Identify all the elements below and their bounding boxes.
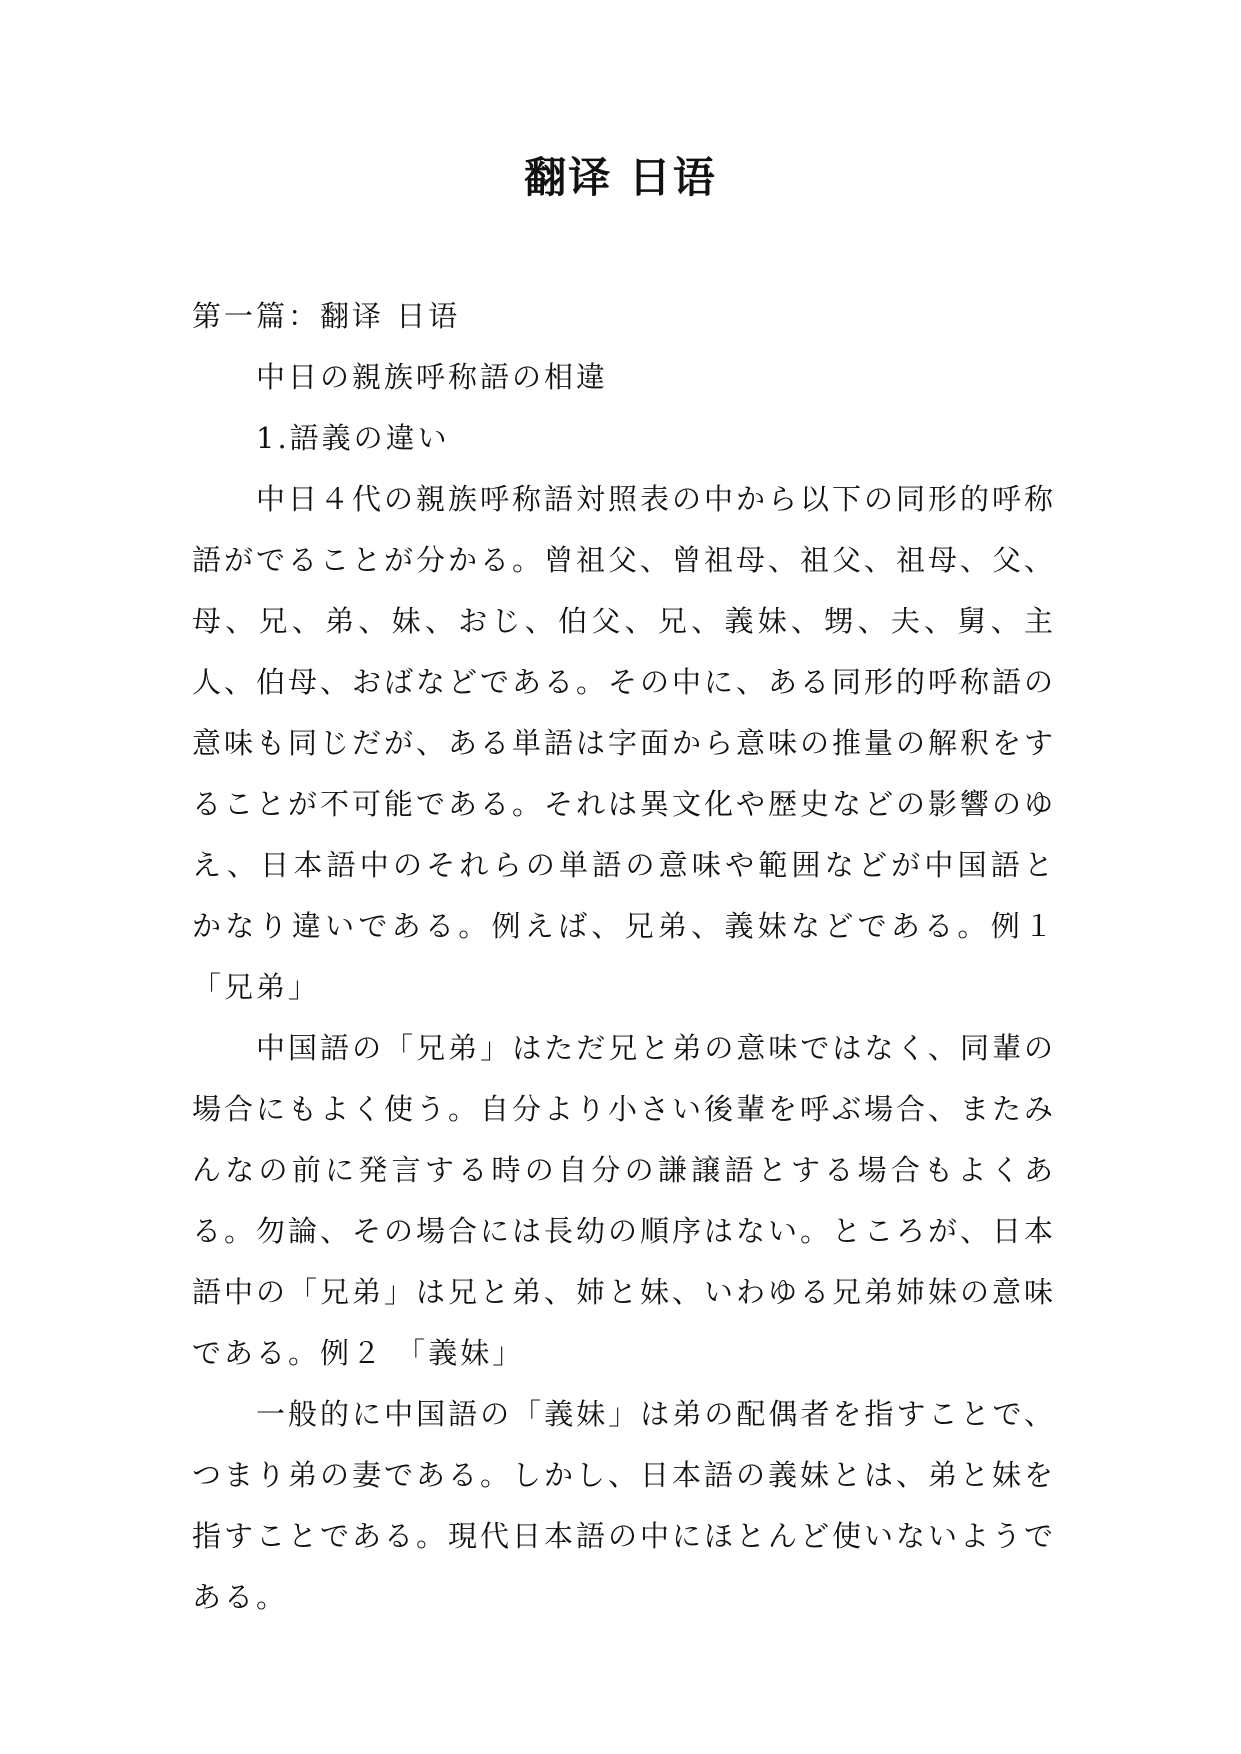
paragraph: 中国語の「兄弟」はただ兄と弟の意味ではなく、同輩の場合にもよく使う。自分より小さい後輩を呼ぶ場合、またみんなの前に発言する時の自分の謙譲語とする場合もよくある。勿論、その場合には長幼の順序はない。ところが、日本語中の「兄弟」は兄と弟、姉と妹、いわゆる兄弟姉妹の意味である。例２ 「義妹」 <box>192 1031 1057 1370</box>
document-title: 翻译 日语 <box>524 153 717 202</box>
section-heading: 第一篇：翻译 日语 <box>192 299 461 333</box>
paragraph: 中日４代の親族呼称語対照表の中から以下の同形的呼称語がでることが分かる。曾祖父、曾祖母、祖父、祖母、父、母、兄、弟、妹、おじ、伯父、兄、義妹、甥、夫、舅、主人、伯母、おばなどである。その中に、ある同形的呼称語の意味も同じだが、ある単語は字面から意味の推量の解釈をすることが不可能である。それは異文化や歴史などの影響のゆえ、日本語中のそれらの単語の意味や範囲などが中国語とかなり違いである。例えば、兄弟、義妹などである。例１ 「兄弟」 <box>192 482 1057 1004</box>
item-heading: 1.語義の違い <box>256 421 450 455</box>
document-body <box>192 286 1056 1628</box>
subtitle: 中日の親族呼称語の相違 <box>256 360 609 394</box>
paragraph: 一般的に中国語の「義妹」は弟の配偶者を指すことで、つまり弟の妻である。しかし、日本語の義妹とは、弟と妹を指すことである。現代日本語の中にほとんど使いないようである。 <box>192 1397 1057 1614</box>
